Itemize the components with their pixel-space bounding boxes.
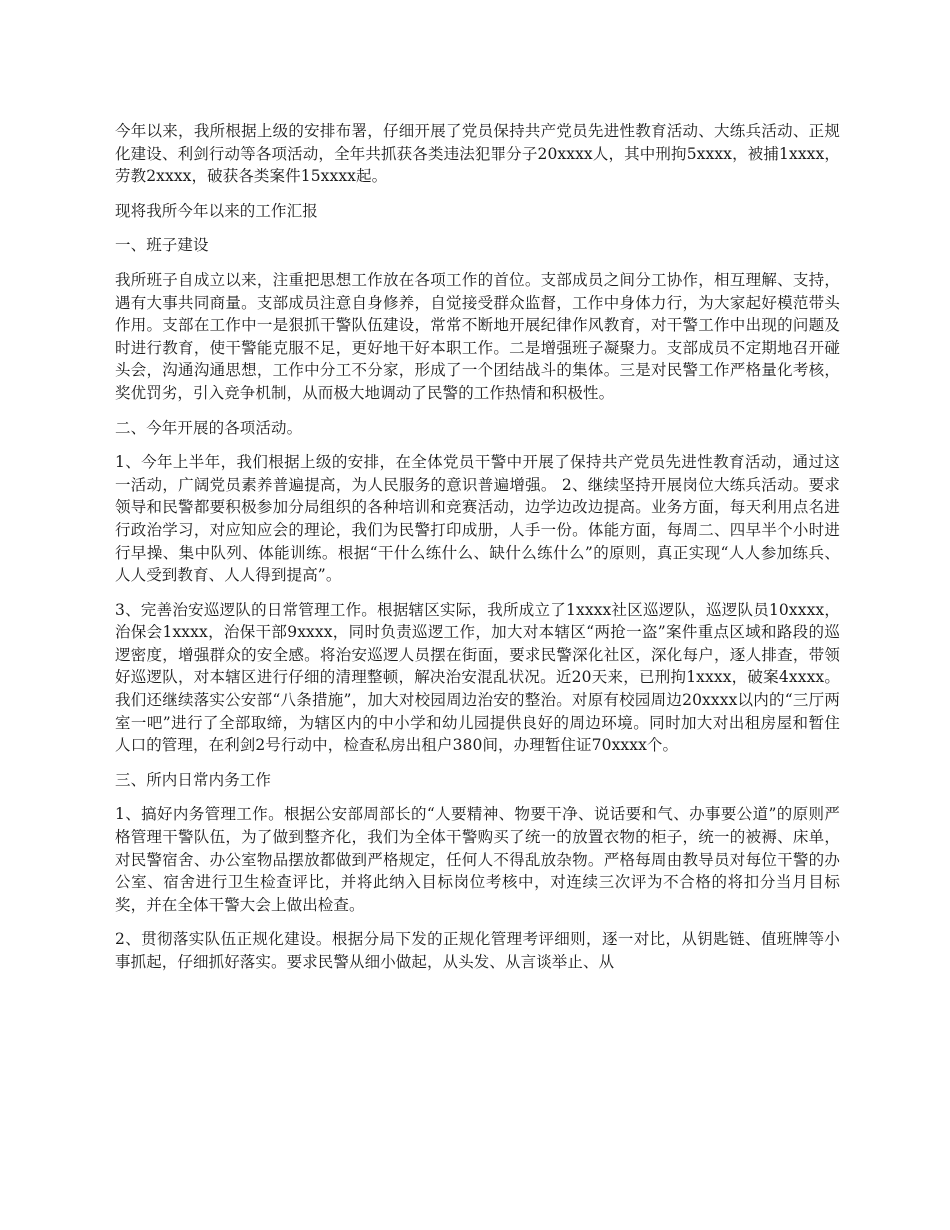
section-heading-internal-affairs: 三、所内日常内务工作 [115,770,272,789]
section-heading-activities: 二、今年开展的各项活动。 [115,418,303,437]
internal-affairs-paragraph-2: 2、贯彻落实队伍正规化建设。根据分局下发的正规化管理考评细则，逐一对比，从钥匙链、值班牌等小事抓起，仔细抓好落实。要求民警从细小做起，从头发、从言谈举止、从 [115,930,840,971]
document-body [115,120,840,986]
report-intro-line: 现将我所今年以来的工作汇报 [115,201,318,220]
intro-paragraph: 今年以来，我所根据上级的安排布署，仔细开展了党员保持共产党员先进性教育活动、大练兵活动、正规化建设、利剑行动等各项活动，全年共抓获各类违法犯罪分子20xxxx人，其中刑拘5xxxx，被捕1xxxx，劳教2xxxx，破获各类案件15xxxx起。 [115,122,840,186]
section-heading-team-building: 一、班子建设 [115,236,209,255]
team-building-paragraph: 我所班子自成立以来，注重把思想工作放在各项工作的首位。支部成员之间分工协作，相互理解、支持，遇有大事共同商量。支部成员注意自身修养，自觉接受群众监督，工作中身体力行，为大家起好模范带头作用。支部在工作中一是狠抓干警队伍建设，常常不断地开展纪律作风教育，对干警工作中出现的问题及时进行教育，使干警能克服不足，更好地干好本职工作。二是增强班子凝聚力。支部成员不定期地召开碰头会，沟通沟通思想，工作中分工不分家，形成了一个团结战斗的集体。三是对民警工作严格量化考核，奖优罚劣，引入竞争机制，从而极大地调动了民警的工作热情和积极性。 [115,270,840,402]
activities-paragraph-1: 1、今年上半年，我们根据上级的安排，在全体党员干警中开展了保持共产党员先进性教育活动，通过这一活动，广阔党员素养普遍提高，为人民服务的意识普遍增强。 2、继续坚持开展岗位大练兵活动。要求领导和民警都要积极参加分局组织的各种培训和竞赛活动，边学边改边提高。业务方面，每天利用点名进行政治学习，对应知应会的理论，我们为民警打印成册，人手一份。体能方面，每周二、四早半个小时进行早操、集中队列、体能训练。根据“干什么练什么、缺什么练什么”的原则，真正实现“人人参加练兵、人人受到教育、人人得到提高”。 [115,453,840,585]
internal-affairs-paragraph-1: 1、搞好内务管理工作。根据公安部周部长的“人要精神、物要干净、说话要和气、办事要公道”的原则严格管理干警队伍，为了做到整齐化，我们为全体干警购买了统一的放置衣物的柜子，统一的被褥、床单，对民警宿舍、办公室物品摆放都做到严格规定，任何人不得乱放杂物。严格每周由教导员对每位干警的办公室、宿舍进行卫生检查评比，并将此纳入目标岗位考核中，对连续三次评为不合格的将扣分当月目标奖，并在全体干警大会上做出检查。 [115,805,840,914]
activities-paragraph-3: 3、完善治安巡逻队的日常管理工作。根据辖区实际，我所成立了1xxxx社区巡逻队，巡逻队员10xxxx，治保会1xxxx，治保干部9xxxx，同时负责巡逻工作，加大对本辖区“两抢一盗”案件重点区域和路段的巡逻密度，增强群众的安全感。将治安巡逻人员摆在街面，要求民警深化社区，深化每户，逐人排查，带领好巡逻队，对本辖区进行仔细的清理整顿，解决治安混乱状况。近20天来，已刑拘1xxxx，破案4xxxx。我们还继续落实公安部“八条措施”，加大对校园周边治安的整治。对原有校园周边20xxxx以内的“三厅两室一吧”进行了全部取缔，为辖区内的中小学和幼儿园提供良好的周边环境。同时加大对出租房屋和暂住人口的管理，在利剑2号行动中，检查私房出租户380间，办理暂住证70xxxx个。 [115,600,840,755]
